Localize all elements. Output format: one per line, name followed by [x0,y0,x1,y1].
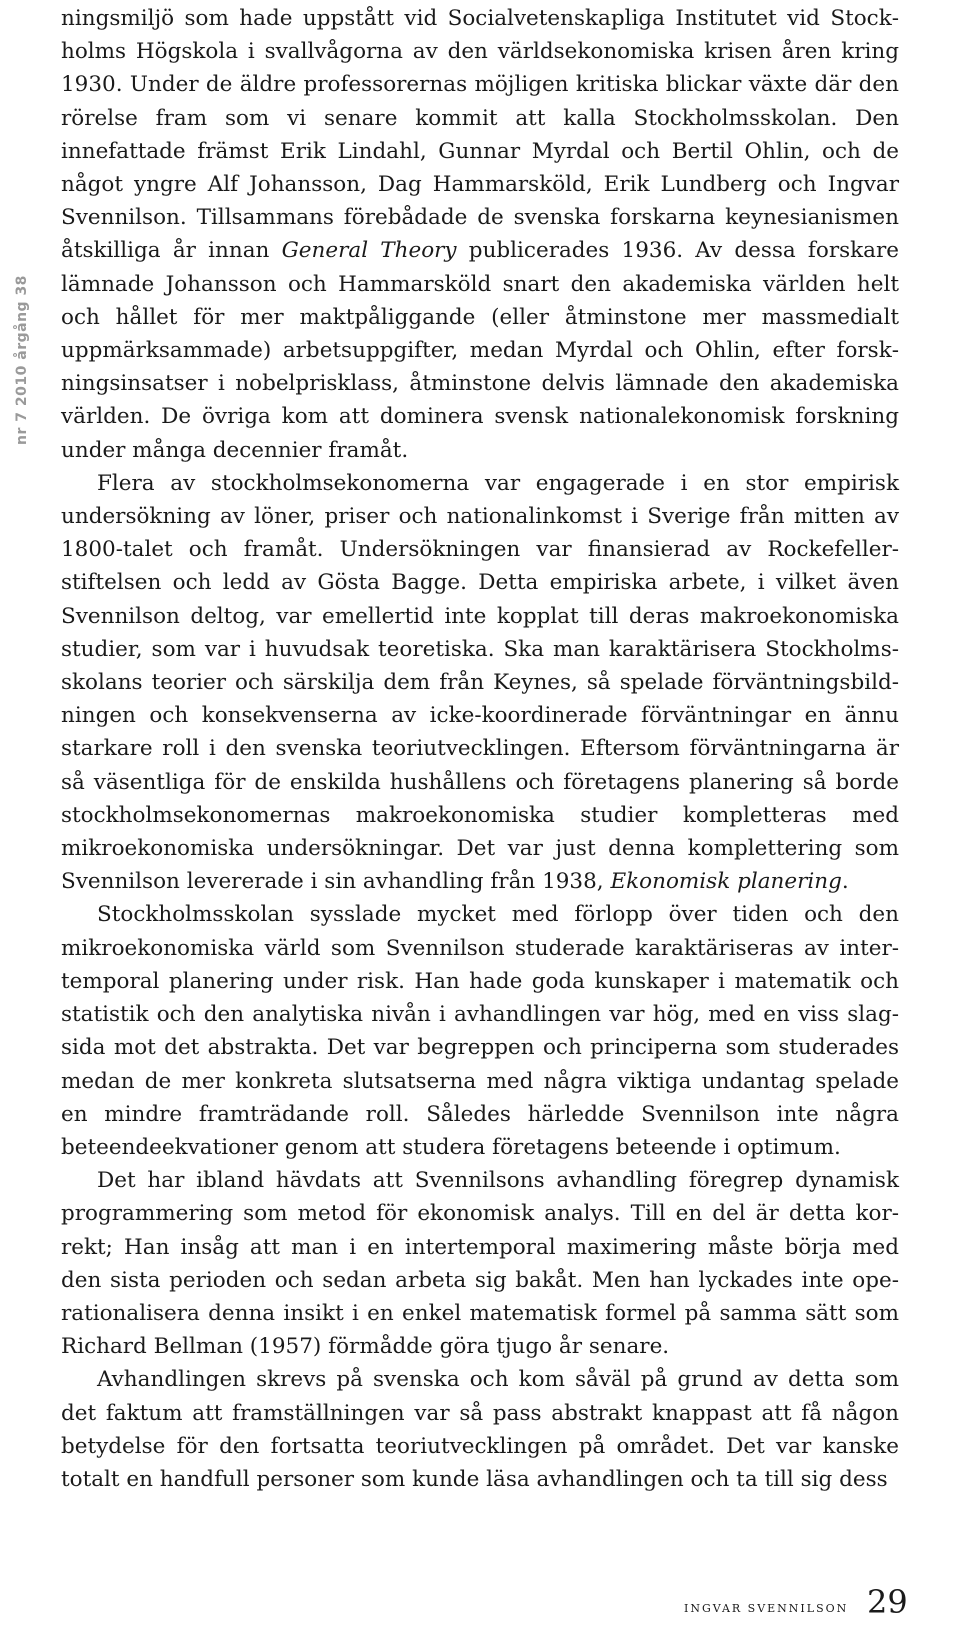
italic-title: Ekonomisk planering [610,869,842,895]
text-run: publicerades 1936. Av dessa forskare lämnade Johansson och Hammarsköld snart den akademiska världen helt och hållet för mer maktpåliggande (eller åtminstone mer massmedialt uppmärksammade) arbetsuppgifter, medan Myrdal och Ohlin, efter forskningsinsatser i nobelprisklass, åtminstone delvis lämnade den akademiska världen. De övriga kom att dominera svensk nationalekonomisk forskning under många decennier framåt. [61,238,899,463]
paragraph [61,1363,899,1496]
text-run: Stockholmsskolan sysslade mycket med förlopp över tiden och den mikroekonomiska värld som Svennilson studerade karaktäriseras av intertemporal planering under risk. Han hade goda kunskaper i matematik och statistik och den analytiska nivån i avhandlingen var hög, med en viss slagsida mot det abstrakta. Det var begreppen och principerna som studerades medan de mer konkreta slutsatserna med några viktiga undantag spelade en mindre framträdande roll. Således härledde Svennilson inte några beteendeekvationer genom att studera företagens beteende i optimum. [61,902,899,1160]
text-run: Avhandlingen skrevs på svenska och kom såväl på grund av detta som det faktum att framställningen var så pass abstrakt knappast att få någon betydelse för den fortsatta teoriutvecklingen på området. Det var kanske totalt en handfull personer som kunde läsa avhandlingen och ta till sig dess [61,1367,899,1492]
italic-title: General Theory [281,238,457,264]
article-body [61,2,899,1496]
text-run: ningsmiljö som hade uppstått vid Socialvetenskapliga Institutet vid Stockholms Högskola i svallvågorna av den världsekonomiska krisen åren kring 1930. Under de äldre professorernas möjligen kritiska blickar växte där den rörelse fram som vi senare kommit att kalla Stockholmsskolan. Den innefattade främst Erik Lindahl, Gunnar Myrdal och Bertil Ohlin, och de något yngre Alf Johansson, Dag Hammarsköld, Erik Lundberg och Ingvar Svennilson. Tillsammans förebådade de svenska forskarna keynesianismen åtskilliga år innan [61,6,899,264]
text-run: Flera av stockholmsekonomerna var engagerade i en stor empirisk undersökning av löner, priser och nationalinkomst i Sverige från mitten av 1800-talet och framåt. Undersökningen var finansierad av Rockefellerstiftelsen och ledd av Gösta Bagge. Detta empiriska arbete, i vilket även Svennilson deltog, var emellertid inte kopplat till deras makroekonomiska studier, som var i huvudsak teoretiska. Ska man karaktärisera Stockholmsskolans teorier och särskilja dem från Keynes, så spelade förväntningsbildningen och konsekvenserna av icke-koordinerade förväntningar en ännu starkare roll i den svenska teoriutvecklingen. Eftersom förväntningarna är så väsentliga för de enskilda hushållens och företagens planering så borde stockholmsekonomernas makroekonomiska studier kompletteras med mikroekonomiska undersökningar. Det var just denna komplettering som Svennilson levererade i sin avhandling från 1938, [61,470,899,895]
text-run: . [841,869,849,895]
text-run: Det har ibland hävdats att Svennilsons avhandling föregrep dynamisk programmering som metod för ekonomisk analys. Till en del är detta korrekt; Han insåg att man i en intertemporal maximering måste börja med den sista perioden och sedan arbeta sig bakåt. Men han lyckades inte operationalisera denna insikt i en enkel matematisk formel på samma sätt som Richard Bellman (1957) förmådde göra tjugo år senare. [61,1168,899,1360]
page-number: 29 [867,1583,908,1621]
paragraph [61,898,899,1164]
running-title: ingvar svennilson [684,1598,849,1616]
paragraph [61,2,899,467]
paragraph [61,1164,899,1363]
issue-label-text: nr 7 2010 årgång 38 [14,275,30,445]
issue-side-label [6,180,38,540]
paragraph [61,467,899,899]
